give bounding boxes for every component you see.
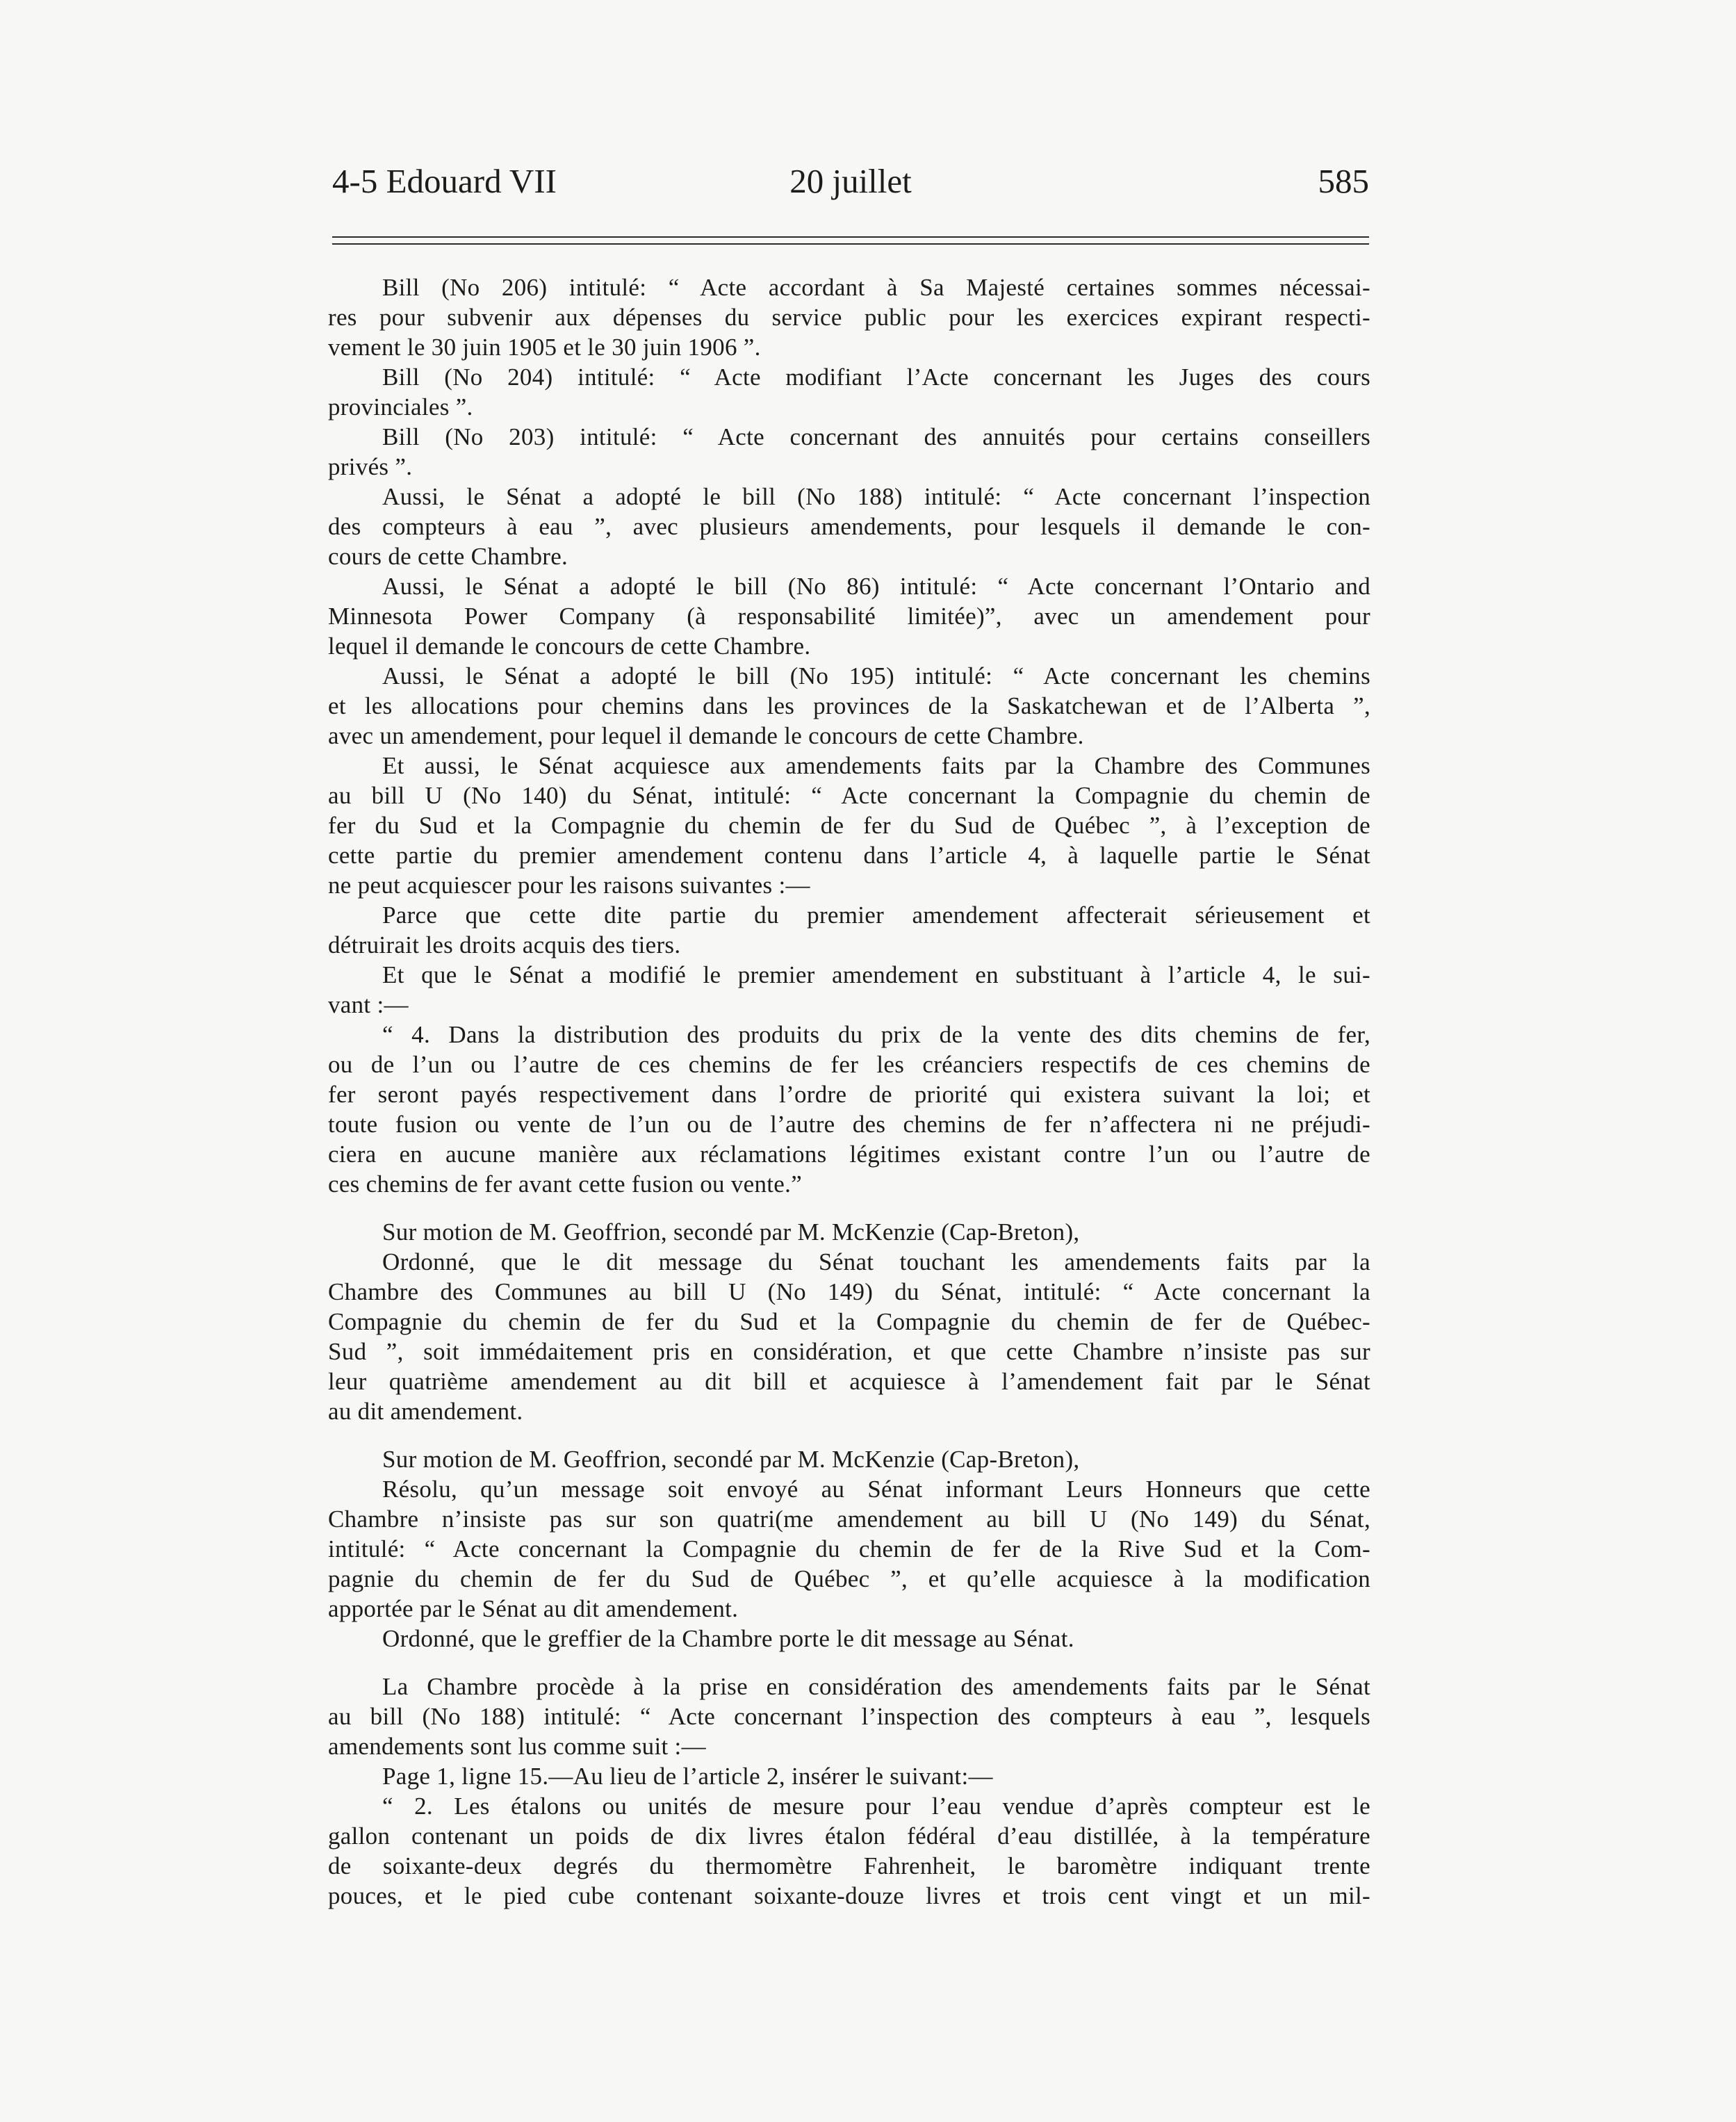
- body-text: [328, 272, 1370, 1911]
- header-rule-top: [332, 236, 1369, 238]
- text-line: gallon contenant un poids de dix livres étalon fédéral d’eau distillée, à la température: [328, 1822, 1370, 1850]
- text-line: ou de l’un ou l’autre de ces chemins de fer les créanciers respectifs de ces chemins de: [328, 1051, 1370, 1078]
- paragraph-gap: [328, 1654, 1370, 1672]
- text-line: fer seront payés respectivement dans l’ordre de priorité qui existera suivant la loi; et: [328, 1081, 1370, 1108]
- text-line: Sur motion de M. Geoffrion, secondé par M. McKenzie (Cap-Breton),: [382, 1218, 1080, 1246]
- text-line: privés ”.: [328, 453, 413, 480]
- text-line: au dit amendement.: [328, 1398, 523, 1425]
- text-line: et les allocations pour chemins dans les provinces de la Saskatchewan et de l’Alberta ”,: [328, 692, 1370, 719]
- text-line: Chambre des Communes au bill U (No 149) du Sénat, intitulé: “ Acte concernant la: [328, 1278, 1370, 1305]
- text-line: au bill U (No 140) du Sénat, intitulé: “ Acte concernant la Compagnie du chemin de: [328, 782, 1370, 809]
- text-line: Aussi, le Sénat a adopté le bill (No 188) intitulé: “ Acte concernant l’inspection: [382, 483, 1370, 510]
- text-line: lequel il demande le concours de cette Chambre.: [328, 632, 811, 660]
- text-line: toute fusion ou vente de l’un ou de l’autre des chemins de fer n’affectera ni ne préjudi-: [328, 1111, 1370, 1138]
- text-line: de soixante-deux degrés du thermomètre Fahrenheit, le baromètre indiquant trente: [328, 1852, 1370, 1879]
- text-line: Sud ”, soit immédaitement pris en considération, et que cette Chambre n’insiste pas sur: [328, 1338, 1370, 1365]
- text-line: Page 1, ligne 15.—Au lieu de l’article 2, insérer le suivant:—: [382, 1763, 993, 1790]
- text-line: intitulé: “ Acte concernant la Compagnie du chemin de fer de la Rive Sud et la Com-: [328, 1535, 1370, 1562]
- text-line: provinciales ”.: [328, 393, 473, 421]
- text-line: Bill (No 203) intitulé: “ Acte concernant des annuités pour certains conseillers: [382, 423, 1370, 450]
- page-number: 585: [1318, 162, 1369, 200]
- text-line: ciera en aucune manière aux réclamations légitimes existant contre l’un ou l’autre de: [328, 1141, 1370, 1168]
- text-line: Chambre n’insiste pas sur son quatri(me amendement au bill U (No 149) du Sénat,: [328, 1505, 1370, 1533]
- text-line: Et aussi, le Sénat acquiesce aux amendements faits par la Chambre des Communes: [382, 752, 1370, 779]
- text-line: “ 2. Les étalons ou unités de mesure pour l’eau vendue d’après compteur est le: [382, 1793, 1370, 1820]
- header-regnal-year: 4-5 Edouard VII: [332, 162, 557, 200]
- text-line: La Chambre procède à la prise en considération des amendements faits par le Sénat: [382, 1673, 1370, 1700]
- paragraph-gap: [328, 1426, 1370, 1444]
- text-line: amendements sont lus comme suit :—: [328, 1733, 706, 1760]
- text-line: Minnesota Power Company (à responsabilité limitée)”, avec un amendement pour: [328, 603, 1370, 630]
- text-line: cours de cette Chambre.: [328, 543, 568, 570]
- text-line: cette partie du premier amendement contenu dans l’article 4, à laquelle partie le Sénat: [328, 842, 1370, 869]
- text-line: res pour subvenir aux dépenses du service public pour les exercices expirant respecti-: [328, 304, 1370, 331]
- text-line: vant :—: [328, 991, 409, 1018]
- text-line: vement le 30 juin 1905 et le 30 juin 1906 ”.: [328, 334, 761, 361]
- text-line: Sur motion de M. Geoffrion, secondé par M. McKenzie (Cap-Breton),: [382, 1446, 1080, 1473]
- text-line: Compagnie du chemin de fer du Sud et la Compagnie du chemin de fer de Québec-: [328, 1308, 1370, 1335]
- text-line: fer du Sud et la Compagnie du chemin de fer du Sud de Québec ”, à l’exception de: [328, 812, 1370, 839]
- text-line: des compteurs à eau ”, avec plusieurs amendements, pour lesquels il demande le con-: [328, 513, 1370, 540]
- text-line: Bill (No 204) intitulé: “ Acte modifiant l’Acte concernant les Juges des cours: [382, 364, 1370, 391]
- text-line: leur quatrième amendement au dit bill et acquiesce à l’amendement fait par le Sénat: [328, 1368, 1370, 1395]
- text-line: Ordonné, que le dit message du Sénat touchant les amendements faits par la: [382, 1248, 1370, 1275]
- text-line: au bill (No 188) intitulé: “ Acte concernant l’inspection des compteurs à eau ”, lesquels: [328, 1703, 1370, 1730]
- text-line: apportée par le Sénat au dit amendement.: [328, 1595, 739, 1622]
- text-line: pagnie du chemin de fer du Sud de Québec ”, et qu’elle acquiesce à la modification: [328, 1565, 1370, 1592]
- text-line: Ordonné, que le greffier de la Chambre porte le dit message au Sénat.: [382, 1625, 1074, 1652]
- text-line: Aussi, le Sénat a adopté le bill (No 195) intitulé: “ Acte concernant les chemins: [382, 662, 1370, 689]
- text-line: détruirait les droits acquis des tiers.: [328, 931, 681, 958]
- header-rule-bottom: [332, 243, 1369, 245]
- text-line: ne peut acquiescer pour les raisons suivantes :—: [328, 872, 810, 899]
- text-line: avec un amendement, pour lequel il demande le concours de cette Chambre.: [328, 722, 1084, 749]
- paragraph-gap: [328, 1199, 1370, 1217]
- text-line: Bill (No 206) intitulé: “ Acte accordant à Sa Majesté certaines sommes nécessai-: [382, 274, 1370, 301]
- text-line: Aussi, le Sénat a adopté le bill (No 86) intitulé: “ Acte concernant l’Ontario and: [382, 573, 1370, 600]
- text-line: ces chemins de fer avant cette fusion ou vente.”: [328, 1170, 803, 1198]
- text-line: Résolu, qu’un message soit envoyé au Sénat informant Leurs Honneurs que cette: [382, 1476, 1370, 1503]
- text-line: pouces, et le pied cube contenant soixante-douze livres et trois cent vingt et un mil-: [328, 1882, 1370, 1909]
- text-line: Et que le Sénat a modifié le premier amendement en substituant à l’article 4, le sui-: [382, 961, 1370, 988]
- header-date: 20 juillet: [789, 162, 912, 200]
- text-line: Parce que cette dite partie du premier amendement affecterait sérieusement et: [382, 901, 1370, 929]
- text-line: “ 4. Dans la distribution des produits du prix de la vente des dits chemins de fer,: [382, 1021, 1370, 1048]
- page-header: [332, 157, 1369, 206]
